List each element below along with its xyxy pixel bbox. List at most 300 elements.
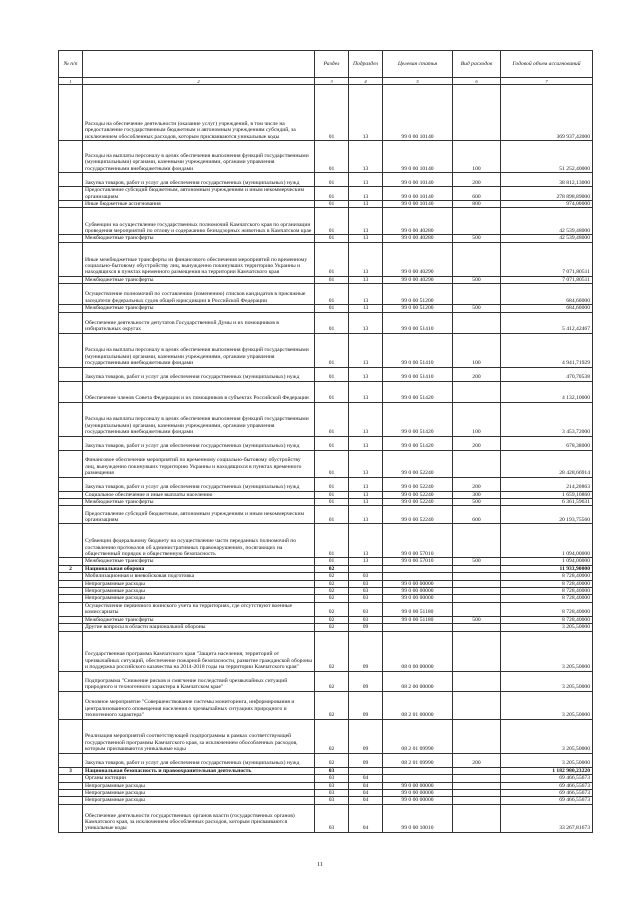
row-annual-amount: 3 205,50000 <box>501 719 593 753</box>
row-name: Субвенции федеральному бюджету на осуществление части переданных полномочий по составлению протоколов об административных правонарушениях, посягающих на общественный порядок и общественную безопасность <box>83 524 315 558</box>
row-section: 01 <box>315 305 349 312</box>
row-expense-type <box>453 450 501 477</box>
table-row <box>59 491 593 498</box>
row-number <box>59 573 83 580</box>
row-expense-type <box>453 602 501 616</box>
table-row <box>59 782 593 789</box>
row-name: Подпрограмма "Снижение рисков и смягчение последствий чрезвычайных ситуаций природного и техногенного характера в Камчатском крае" <box>83 671 315 691</box>
table-row <box>59 235 593 242</box>
table-row <box>59 767 593 774</box>
table-row <box>59 624 593 631</box>
row-expense-type <box>453 524 501 558</box>
row-subsection: 04 <box>349 797 383 804</box>
row-expense-type: 500 <box>453 235 501 242</box>
row-section: 03 <box>315 782 349 789</box>
col-header-target-article: Целевая статья <box>383 51 453 78</box>
row-annual-amount: 3 205,50000 <box>501 671 593 691</box>
row-expense-type: 500 <box>453 499 501 506</box>
table-row <box>59 573 593 580</box>
row-number <box>59 624 83 631</box>
row-expense-type: 500 <box>453 276 501 283</box>
table-row <box>59 187 593 201</box>
row-subsection: 04 <box>349 775 383 782</box>
row-subsection: 03 <box>349 616 383 623</box>
row-target-article: 99 0 00 51180 <box>383 616 453 623</box>
row-expense-type: 200 <box>453 173 501 187</box>
row-section: 01 <box>315 187 349 201</box>
row-expense-type: 600 <box>453 187 501 201</box>
row-target-article: 99 0 00 57010 <box>383 524 453 558</box>
row-section: 01 <box>315 450 349 477</box>
row-subsection: 13 <box>349 173 383 187</box>
table-row <box>59 631 593 671</box>
page-number: 11 <box>317 862 323 868</box>
row-number <box>59 402 83 436</box>
budget-table <box>58 50 593 833</box>
row-section: 01 <box>315 558 349 565</box>
row-target-article: 99 0 00 57010 <box>383 558 453 565</box>
row-annual-amount: 1 182 980,23220 <box>501 767 593 774</box>
row-annual-amount: 69 466,55673 <box>501 789 593 796</box>
row-annual-amount: 28 428,66914 <box>501 450 593 477</box>
row-subsection: 13 <box>349 450 383 477</box>
row-number <box>59 789 83 796</box>
row-number: 3 <box>59 767 83 774</box>
table-row <box>59 789 593 796</box>
col-index: 4 <box>349 78 383 85</box>
row-subsection: 13 <box>349 187 383 201</box>
row-section: 01 <box>315 201 349 208</box>
row-subsection: 04 <box>349 789 383 796</box>
row-number <box>59 691 83 719</box>
row-number <box>59 477 83 491</box>
table-row <box>59 141 593 173</box>
row-expense-type <box>453 789 501 796</box>
row-subsection: 13 <box>349 305 383 312</box>
row-annual-amount: 51 252,40000 <box>501 141 593 173</box>
row-target-article: 99 0 00 10140 <box>383 85 453 141</box>
row-annual-amount: 11 933,90000 <box>501 565 593 572</box>
budget-table-sheet <box>58 50 592 833</box>
row-annual-amount: 974,00000 <box>501 201 593 208</box>
row-subsection <box>349 767 383 774</box>
row-expense-type <box>453 804 501 832</box>
table-row <box>59 588 593 595</box>
row-target-article: 99 0 00 51410 <box>383 333 453 367</box>
row-subsection: 09 <box>349 719 383 753</box>
row-expense-type: 200 <box>453 367 501 381</box>
row-target-article: 99 0 00 51200 <box>383 305 453 312</box>
row-name: Непрограммные расходы <box>83 588 315 595</box>
row-section: 02 <box>315 753 349 767</box>
row-name: Национальная оборона <box>83 565 315 572</box>
table-row <box>59 477 593 491</box>
row-number <box>59 616 83 623</box>
row-target-article: 99 0 00 10140 <box>383 201 453 208</box>
row-section: 01 <box>315 491 349 498</box>
col-index: 1 <box>59 78 83 85</box>
row-number <box>59 602 83 616</box>
row-name: Расходы на выплаты персоналу в целях обеспечения выполнения функций государственными (муниципальными) органами, казенными учреждениями, органами управления государственными внебюджетными фондами <box>83 333 315 367</box>
table-row <box>59 524 593 558</box>
row-number <box>59 208 83 235</box>
row-number <box>59 284 83 305</box>
row-expense-type <box>453 208 501 235</box>
row-subsection: 13 <box>349 402 383 436</box>
row-name: Непрограммные расходы <box>83 580 315 587</box>
row-number <box>59 312 83 333</box>
row-section: 03 <box>315 767 349 774</box>
row-annual-amount: 3 205,50000 <box>501 753 593 767</box>
row-expense-type <box>453 691 501 719</box>
row-number <box>59 782 83 789</box>
row-section: 01 <box>315 242 349 276</box>
row-subsection: 13 <box>349 208 383 235</box>
row-annual-amount: 6 361,59631 <box>501 499 593 506</box>
row-section: 01 <box>315 235 349 242</box>
row-subsection: 13 <box>349 499 383 506</box>
row-annual-amount: 8 728,40000 <box>501 602 593 616</box>
row-target-article: 99 0 00 52240 <box>383 491 453 498</box>
row-name: Закупка товаров, работ и услуг для обеспечения государственных (муниципальных) нужд <box>83 436 315 450</box>
row-annual-amount: 8 728,40000 <box>501 595 593 602</box>
row-target-article: 99 0 00 00000 <box>383 595 453 602</box>
row-name: Национальная безопасность и правоохранительная деятельность <box>83 767 315 774</box>
row-target-article <box>383 767 453 774</box>
row-name: Иные межбюджетные трансферты из финансового обеспечения мероприятий по временному социально-бытовому обустройству лиц, вынужденно покинувших территорию Украины и находящихся в пунктах временного размещения на территории Камчатского края <box>83 242 315 276</box>
table-row <box>59 558 593 565</box>
row-number <box>59 450 83 477</box>
row-name: Непрограммные расходы <box>83 789 315 796</box>
table-row <box>59 602 593 616</box>
row-name: Обеспечение членов Совета Федерации и их помощников в субъектах Российской Федерации <box>83 381 315 402</box>
row-target-article: 99 0 00 52240 <box>383 450 453 477</box>
row-number <box>59 381 83 402</box>
row-target-article: 99 0 00 00000 <box>383 797 453 804</box>
row-section: 01 <box>315 436 349 450</box>
row-expense-type <box>453 782 501 789</box>
row-expense-type <box>453 595 501 602</box>
row-target-article: 08 0 00 00000 <box>383 631 453 671</box>
row-subsection: 13 <box>349 235 383 242</box>
row-expense-type: 100 <box>453 402 501 436</box>
row-number <box>59 235 83 242</box>
table-row <box>59 671 593 691</box>
row-name: Непрограммные расходы <box>83 782 315 789</box>
row-name: Межбюджетные трансферты <box>83 616 315 623</box>
row-annual-amount: 8 728,40000 <box>501 616 593 623</box>
row-number <box>59 333 83 367</box>
row-number <box>59 671 83 691</box>
row-target-article: 08 2 00 00000 <box>383 671 453 691</box>
row-section: 01 <box>315 381 349 402</box>
row-subsection: 03 <box>349 602 383 616</box>
row-target-article: 99 0 00 52240 <box>383 477 453 491</box>
row-name: Обеспечение деятельности депутатов Государственной Думы и их помощников в избирательных округах <box>83 312 315 333</box>
row-expense-type: 500 <box>453 616 501 623</box>
row-number <box>59 499 83 506</box>
row-expense-type <box>453 797 501 804</box>
row-subsection: 09 <box>349 753 383 767</box>
row-annual-amount: 1 094,00000 <box>501 558 593 565</box>
table-row <box>59 305 593 312</box>
row-target-article: 99 0 00 40290 <box>383 276 453 283</box>
row-subsection <box>349 565 383 572</box>
row-expense-type: 200 <box>453 436 501 450</box>
row-annual-amount: 20 193,75560 <box>501 506 593 524</box>
row-expense-type <box>453 624 501 631</box>
table-row <box>59 719 593 753</box>
row-name: Закупка товаров, работ и услуг для обеспечения государственных (муниципальных) нужд <box>83 173 315 187</box>
row-annual-amount: 33 267,81673 <box>501 804 593 832</box>
row-annual-amount: 684,60000 <box>501 305 593 312</box>
row-name: Межбюджетные трансферты <box>83 235 315 242</box>
row-number <box>59 804 83 832</box>
row-annual-amount: 38 812,13000 <box>501 173 593 187</box>
row-target-article: 99 0 00 52240 <box>383 506 453 524</box>
row-annual-amount: 369 937,42000 <box>501 85 593 141</box>
row-section: 01 <box>315 276 349 283</box>
col-header-section: Раздел <box>315 51 349 78</box>
row-number <box>59 85 83 141</box>
col-index: 2 <box>83 78 315 85</box>
row-name: Предоставление субсидий бюджетным, автономным учреждениям и иным некоммерческим организациям <box>83 506 315 524</box>
row-number <box>59 631 83 671</box>
row-subsection: 13 <box>349 436 383 450</box>
row-target-article: 99 0 00 51200 <box>383 284 453 305</box>
row-section: 02 <box>315 565 349 572</box>
table-row <box>59 312 593 333</box>
row-section: 01 <box>315 208 349 235</box>
row-annual-amount: 8 728,40000 <box>501 580 593 587</box>
row-target-article: 99 0 00 52240 <box>383 499 453 506</box>
row-annual-amount: 3 205,50000 <box>501 631 593 671</box>
table-row <box>59 242 593 276</box>
row-target-article: 99 0 00 10140 <box>383 141 453 173</box>
table-row <box>59 367 593 381</box>
row-number <box>59 242 83 276</box>
row-name: Межбюджетные трансферты <box>83 276 315 283</box>
row-target-article <box>383 624 453 631</box>
col-header-name <box>83 51 315 78</box>
row-section: 02 <box>315 691 349 719</box>
row-subsection: 13 <box>349 312 383 333</box>
row-expense-type <box>453 775 501 782</box>
row-annual-amount: 684,60000 <box>501 284 593 305</box>
row-expense-type: 200 <box>453 753 501 767</box>
row-subsection: 13 <box>349 276 383 283</box>
row-section: 02 <box>315 631 349 671</box>
row-subsection: 13 <box>349 477 383 491</box>
row-name: Закупка товаров, работ и услуг для обеспечения государственных (муниципальных) нужд <box>83 367 315 381</box>
row-target-article: 99 0 00 10140 <box>383 187 453 201</box>
row-section: 02 <box>315 580 349 587</box>
row-annual-amount: 4 941,71929 <box>501 333 593 367</box>
row-annual-amount: 5 412,42467 <box>501 312 593 333</box>
row-number <box>59 580 83 587</box>
row-annual-amount: 42 539,48000 <box>501 208 593 235</box>
row-section: 02 <box>315 602 349 616</box>
row-number <box>59 305 83 312</box>
row-name: Расходы на выплаты персоналу в целях обеспечения выполнения функций государственными (муниципальными) органами, казенными учреждениями, органами управления государственными внебюджетными фондами <box>83 402 315 436</box>
row-number <box>59 201 83 208</box>
row-section: 01 <box>315 284 349 305</box>
table-row <box>59 616 593 623</box>
row-subsection: 03 <box>349 573 383 580</box>
row-name: Осуществление полномочий по составлению (изменению) списков кандидатов в присяжные заседатели федеральных судов общей юрисдикции в Российской Федерации <box>83 284 315 305</box>
row-annual-amount: 470,70538 <box>501 367 593 381</box>
table-row <box>59 753 593 767</box>
row-target-article: 99 0 00 40290 <box>383 242 453 276</box>
row-expense-type: 500 <box>453 305 501 312</box>
row-name: Финансовое обеспечение мероприятий по временному социально-бытовому обустройству лиц, вынужденно покинувших территорию Украины и находящихся в пунктах временного размещения <box>83 450 315 477</box>
row-target-article: 99 0 00 10010 <box>383 804 453 832</box>
row-name: Реализация мероприятий соответствующей подпрограммы в рамках соответствующей государственной программы Камчатского края, за исключением обособленных расходов, которым присваиваются уникальные коды <box>83 719 315 753</box>
row-subsection: 13 <box>349 333 383 367</box>
row-name: Основное мероприятие "Совершенствование системы мониторинга, информирования и централизованного оповещения населения о чрезвычайных ситуациях природного и техногенного характера" <box>83 691 315 719</box>
table-row <box>59 201 593 208</box>
col-header-expense-type: Вид расходов <box>453 51 501 78</box>
row-name: Закупка товаров, работ и услуг для обеспечения государственных (муниципальных) нужд <box>83 477 315 491</box>
row-section: 02 <box>315 624 349 631</box>
row-expense-type <box>453 381 501 402</box>
row-annual-amount: 1 659,10860 <box>501 491 593 498</box>
row-subsection: 13 <box>349 491 383 498</box>
row-target-article: 08 2 01 09990 <box>383 719 453 753</box>
row-target-article: 99 0 00 51410 <box>383 367 453 381</box>
table-row <box>59 595 593 602</box>
row-name: Мобилизационная и вневойсковая подготовка <box>83 573 315 580</box>
row-target-article: 99 0 00 40280 <box>383 208 453 235</box>
row-name: Расходы на обеспечение деятельности (оказание услуг) учреждений, в том числе на предоставление государственным бюджетным и автономным учреждениям субсидий, за исключением обособленных расходов, которым присваиваются уникальные коды <box>83 85 315 141</box>
row-subsection: 13 <box>349 381 383 402</box>
row-annual-amount: 69 466,55673 <box>501 782 593 789</box>
row-name: Органы юстиции <box>83 775 315 782</box>
row-number <box>59 173 83 187</box>
row-subsection: 13 <box>349 284 383 305</box>
row-annual-amount: 8 728,40000 <box>501 573 593 580</box>
row-number <box>59 558 83 565</box>
table-row <box>59 506 593 524</box>
table-row <box>59 450 593 477</box>
table-row <box>59 208 593 235</box>
row-target-article: 99 0 00 00000 <box>383 580 453 587</box>
row-expense-type <box>453 565 501 572</box>
row-section: 02 <box>315 588 349 595</box>
row-annual-amount: 278 898,89000 <box>501 187 593 201</box>
row-subsection: 13 <box>349 141 383 173</box>
row-section: 02 <box>315 616 349 623</box>
row-section: 01 <box>315 524 349 558</box>
row-expense-type <box>453 719 501 753</box>
row-subsection: 04 <box>349 782 383 789</box>
row-target-article: 99 0 00 51180 <box>383 602 453 616</box>
table-row <box>59 499 593 506</box>
table-row <box>59 797 593 804</box>
row-number <box>59 491 83 498</box>
row-annual-amount: 7 071,80511 <box>501 276 593 283</box>
row-number <box>59 753 83 767</box>
col-header-subsection: Подраздел <box>349 51 383 78</box>
row-expense-type: 800 <box>453 201 501 208</box>
row-subsection: 13 <box>349 242 383 276</box>
row-name: Социальное обеспечение и иные выплаты населению <box>83 491 315 498</box>
row-number <box>59 797 83 804</box>
table-row <box>59 804 593 832</box>
row-section: 01 <box>315 333 349 367</box>
row-name: Государственная программа Камчатского края "Защита населения, территорий от чрезвычайных ситуаций, обеспечение пожарной безопасности, развитие гражданской обороны и поддержка российского казачества на 2014-2018 годы на территории Камчатского края" <box>83 631 315 671</box>
row-expense-type <box>453 312 501 333</box>
row-section: 02 <box>315 719 349 753</box>
row-target-article: 99 0 00 40280 <box>383 235 453 242</box>
row-target-article <box>383 775 453 782</box>
row-expense-type <box>453 573 501 580</box>
row-section: 01 <box>315 506 349 524</box>
row-section: 01 <box>315 173 349 187</box>
row-name: Иные бюджетные ассигнования <box>83 201 315 208</box>
row-number <box>59 719 83 753</box>
row-number <box>59 775 83 782</box>
row-section: 02 <box>315 671 349 691</box>
row-section: 03 <box>315 804 349 832</box>
row-subsection: 03 <box>349 595 383 602</box>
row-name: Непрограммные расходы <box>83 797 315 804</box>
table-row <box>59 580 593 587</box>
row-annual-amount: 3 453,72000 <box>501 402 593 436</box>
row-number <box>59 588 83 595</box>
row-section: 03 <box>315 797 349 804</box>
table-row <box>59 284 593 305</box>
row-number <box>59 506 83 524</box>
row-name: Межбюджетные трансферты <box>83 305 315 312</box>
row-section: 01 <box>315 141 349 173</box>
row-number <box>59 524 83 558</box>
row-section: 01 <box>315 85 349 141</box>
row-annual-amount: 69 466,55673 <box>501 797 593 804</box>
row-subsection: 13 <box>349 201 383 208</box>
row-subsection: 04 <box>349 804 383 832</box>
column-index-row <box>59 78 593 85</box>
row-expense-type <box>453 631 501 671</box>
row-subsection: 13 <box>349 558 383 565</box>
row-subsection: 13 <box>349 506 383 524</box>
row-target-article: 99 0 00 51420 <box>383 402 453 436</box>
row-expense-type <box>453 588 501 595</box>
row-name: Межбюджетные трансферты <box>83 558 315 565</box>
table-row <box>59 85 593 141</box>
row-expense-type <box>453 580 501 587</box>
row-section: 01 <box>315 312 349 333</box>
row-annual-amount: 3 205,50000 <box>501 624 593 631</box>
col-index: 3 <box>315 78 349 85</box>
row-subsection: 13 <box>349 524 383 558</box>
row-target-article: 99 0 00 00000 <box>383 588 453 595</box>
table-row <box>59 276 593 283</box>
row-name: Предоставление субсидий бюджетным, автономным учреждениям и иным некоммерческим организациям <box>83 187 315 201</box>
row-expense-type <box>453 85 501 141</box>
col-header-annual-amount: Годовой объем ассигнований <box>501 51 593 78</box>
row-annual-amount: 4 132,10000 <box>501 381 593 402</box>
row-section: 02 <box>315 573 349 580</box>
row-annual-amount: 678,38000 <box>501 436 593 450</box>
row-target-article: 99 0 00 51420 <box>383 381 453 402</box>
table-row <box>59 436 593 450</box>
row-expense-type: 200 <box>453 477 501 491</box>
row-expense-type <box>453 284 501 305</box>
row-number <box>59 187 83 201</box>
row-annual-amount: 42 539,48000 <box>501 235 593 242</box>
table-row <box>59 173 593 187</box>
